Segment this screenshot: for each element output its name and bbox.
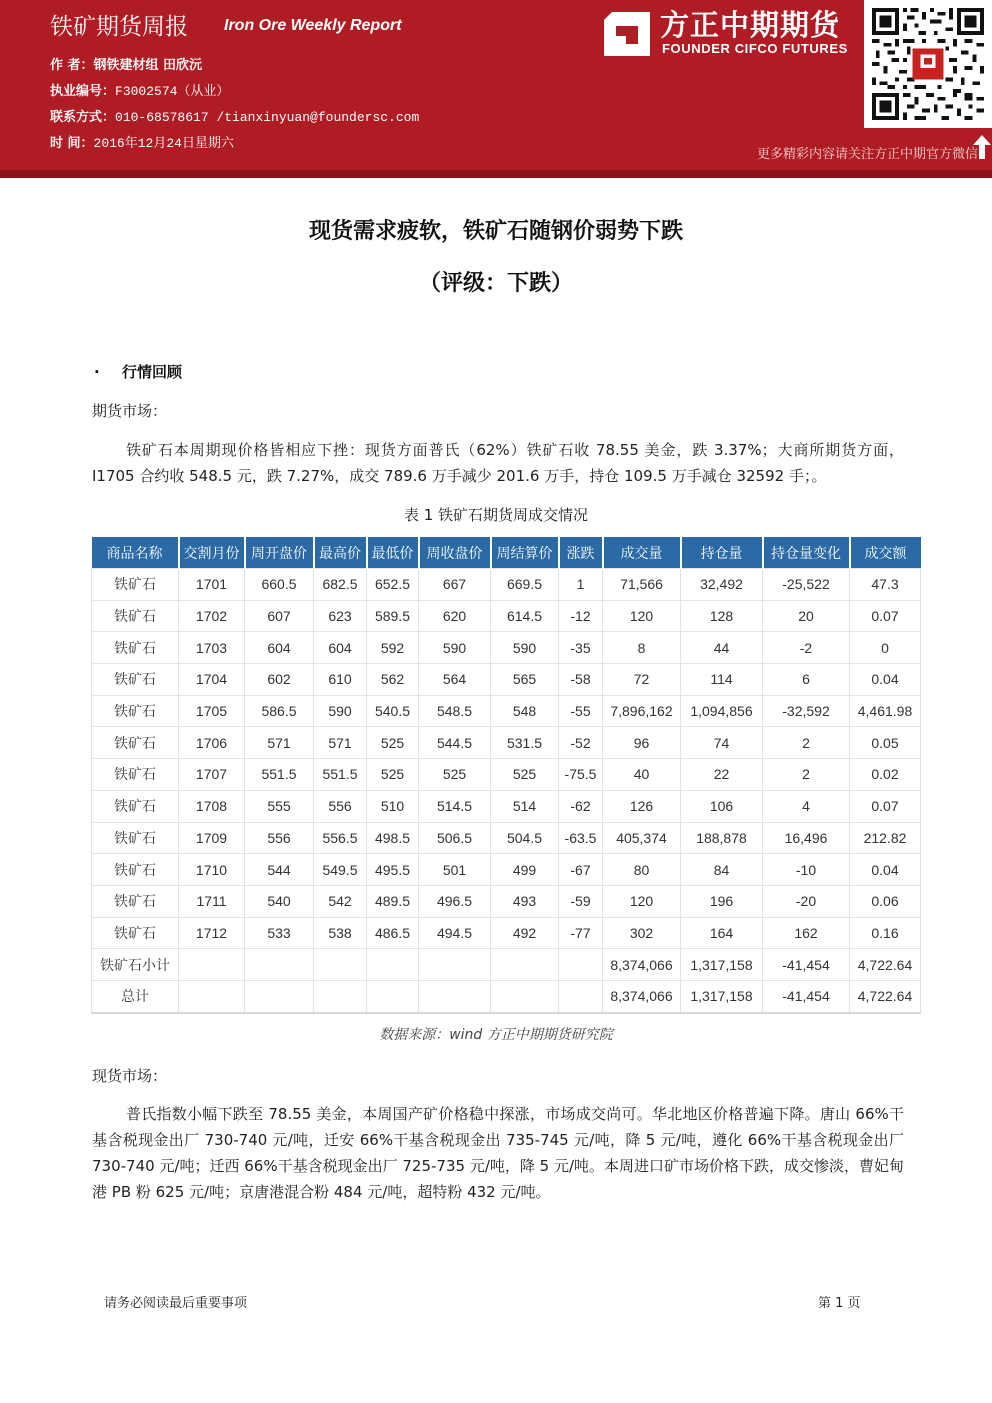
table-cell: 551.5 (245, 759, 314, 791)
table-cell: 544 (245, 854, 314, 886)
col-header: 商品名称 (92, 537, 179, 569)
date-line (50, 132, 234, 151)
table-cell: 607 (245, 600, 314, 632)
table-row (92, 569, 921, 601)
table-cell: 铁矿石 (92, 727, 179, 759)
table-cell: -20 (763, 885, 850, 917)
table-row (92, 664, 921, 696)
table-cell: -63.5 (559, 822, 603, 854)
table-cell (491, 980, 559, 1012)
spot-paragraph: 普氏指数小幅下跌至 78.55 美金，本周国产矿价格稳中探涨，市场成交尚可。华北地区价格普遍下降。唐山 66%干基含税现金出厂 730-740 元/吨，迁安 66%干基含税现金出 735-745 元/吨，降 5 元/吨，遵化 66%干基含税现金出厂 730-740 元/吨；迁西 66%干基含税现金出厂 725-735 元/吨，降 5 元/吨。本周进口矿市场价格下跌，成交惨淡，曹妃甸港 PB 粉 625 元/吨；京唐港混合粉 484 元/吨，超特粉 432 元/吨。 (92, 1105, 905, 1201)
document-rating: （评级：下跌） (418, 271, 573, 296)
table-cell: 1711 (179, 885, 245, 917)
futures-subhead: 期货市场： (92, 402, 168, 420)
table-cell: 2 (763, 727, 850, 759)
date-value: 2016年12月24日星期六 (93, 136, 234, 151)
table-cell: 533 (245, 917, 314, 949)
table-cell: -41,454 (763, 949, 850, 981)
table-cell (559, 980, 603, 1012)
table-cell: -62 (559, 790, 603, 822)
table-cell: 72 (603, 664, 681, 696)
table-cell: 0.05 (850, 727, 921, 759)
table-cell: 2 (763, 759, 850, 791)
col-header: 涨跌 (559, 537, 603, 569)
author-value: 钢铁建材组 田欣沅 (93, 58, 203, 73)
table-cell: 84 (681, 854, 763, 886)
table-cell: 555 (245, 790, 314, 822)
table-cell: 20 (763, 600, 850, 632)
table-cell: 铁矿石 (92, 885, 179, 917)
col-header: 周收盘价 (419, 537, 491, 569)
table-cell: 525 (367, 727, 419, 759)
table-row (92, 854, 921, 886)
col-header: 交割月份 (179, 537, 245, 569)
table-cell: 1704 (179, 664, 245, 696)
table-cell: 1706 (179, 727, 245, 759)
table-cell: 592 (367, 632, 419, 664)
table-row (92, 727, 921, 759)
contact-line (50, 106, 419, 125)
table-cell: 556 (314, 790, 367, 822)
data-source: 数据来源：wind 方正中期期货研究院 (379, 1027, 613, 1043)
table-row (92, 885, 921, 917)
table-cell: 586.5 (245, 695, 314, 727)
table-cell: 0.04 (850, 854, 921, 886)
up-arrow-icon (972, 134, 992, 160)
col-header: 周开盘价 (245, 537, 314, 569)
table-cell: 504.5 (491, 822, 559, 854)
table-cell: 总计 (92, 980, 179, 1012)
table-cell: 610 (314, 664, 367, 696)
table-cell: 499 (491, 854, 559, 886)
table-cell: 302 (603, 917, 681, 949)
table-cell: 126 (603, 790, 681, 822)
spot-subhead: 现货市场： (92, 1067, 168, 1085)
table-row (92, 790, 921, 822)
table-cell: 74 (681, 727, 763, 759)
col-header: 持仓量 (681, 537, 763, 569)
table-cell: -77 (559, 917, 603, 949)
table-cell: 1705 (179, 695, 245, 727)
table-cell: -12 (559, 600, 603, 632)
table-cell (314, 980, 367, 1012)
license-label: 执业编号： (50, 84, 116, 99)
table-cell: -35 (559, 632, 603, 664)
table-cell: 1 (559, 569, 603, 601)
table-cell: 506.5 (419, 822, 491, 854)
section-heading-text: 行情回顾 (122, 363, 183, 381)
table-cell: 667 (419, 569, 491, 601)
date-label: 时 间： (50, 136, 94, 151)
table-cell: 564 (419, 664, 491, 696)
table-row (92, 917, 921, 949)
table-cell: 212.82 (850, 822, 921, 854)
table-cell: 556.5 (314, 822, 367, 854)
table-cell: 510 (367, 790, 419, 822)
table-cell: 514 (491, 790, 559, 822)
table-cell: 铁矿石 (92, 822, 179, 854)
table-row (92, 822, 921, 854)
table-cell: 498.5 (367, 822, 419, 854)
table-cell: 660.5 (245, 569, 314, 601)
table-cell: 1701 (179, 569, 245, 601)
table-cell: 铁矿石 (92, 632, 179, 664)
table-cell: 589.5 (367, 600, 419, 632)
table-cell: 4,722.64 (850, 980, 921, 1012)
table-cell: 486.5 (367, 917, 419, 949)
report-title-en: Iron Ore Weekly Report (224, 17, 402, 34)
col-header: 周结算价 (491, 537, 559, 569)
table-cell: -67 (559, 854, 603, 886)
table-cell: 196 (681, 885, 763, 917)
table-row (92, 695, 921, 727)
table-cell: 0.06 (850, 885, 921, 917)
table-cell: 162 (763, 917, 850, 949)
table-cell: 549.5 (314, 854, 367, 886)
table-cell: 556 (245, 822, 314, 854)
table-cell: 120 (603, 600, 681, 632)
contact-value: 010-68578617 /tianxinyuan@foundersc.com (115, 110, 420, 125)
table-cell: 514.5 (419, 790, 491, 822)
section-heading (94, 361, 182, 382)
logo-cn: 方正中期期货 (660, 8, 841, 42)
table-row (92, 600, 921, 632)
table-row (92, 980, 921, 1012)
table-cell: 6 (763, 664, 850, 696)
table-cell: 682.5 (314, 569, 367, 601)
table-cell: 1708 (179, 790, 245, 822)
table-cell: 7,896,162 (603, 695, 681, 727)
table-cell: 铁矿石 (92, 600, 179, 632)
table-cell (491, 949, 559, 981)
table-cell: 590 (419, 632, 491, 664)
table-cell: 495.5 (367, 854, 419, 886)
table-row (92, 949, 921, 981)
qr-code-icon (864, 0, 992, 128)
header-banner (0, 0, 992, 170)
table-cell: 525 (419, 759, 491, 791)
table-cell: 1703 (179, 632, 245, 664)
col-header: 成交额 (850, 537, 921, 569)
table-cell: -25,522 (763, 569, 850, 601)
table-cell (245, 949, 314, 981)
table-cell: -10 (763, 854, 850, 886)
table-cell: 4 (763, 790, 850, 822)
table-cell: 571 (245, 727, 314, 759)
table-cell: 40 (603, 759, 681, 791)
table-cell: 4,461.98 (850, 695, 921, 727)
table-cell (179, 980, 245, 1012)
table-cell: 80 (603, 854, 681, 886)
table-cell: 494.5 (419, 917, 491, 949)
license-line (50, 80, 229, 99)
table-cell: 0.07 (850, 790, 921, 822)
table-cell (559, 949, 603, 981)
table-cell: 1,317,158 (681, 949, 763, 981)
table-cell: 493 (491, 885, 559, 917)
table-cell: 1710 (179, 854, 245, 886)
table-row (92, 759, 921, 791)
table-cell: 590 (491, 632, 559, 664)
table-cell: 551.5 (314, 759, 367, 791)
table-cell: 614.5 (491, 600, 559, 632)
table-cell: 4,722.64 (850, 949, 921, 981)
table-cell: -52 (559, 727, 603, 759)
report-title: 铁矿期货周报 (50, 14, 188, 40)
contact-label: 联系方式： (50, 110, 116, 125)
table-cell: 128 (681, 600, 763, 632)
table-cell: 548.5 (419, 695, 491, 727)
table-cell: 0 (850, 632, 921, 664)
table-cell (367, 949, 419, 981)
table-cell: 405,374 (603, 822, 681, 854)
table-cell: 525 (491, 759, 559, 791)
table-cell (179, 949, 245, 981)
table-cell: 620 (419, 600, 491, 632)
license-value: F3002574（从业） (115, 84, 230, 99)
table-cell: 604 (314, 632, 367, 664)
logo-en: FOUNDER CIFCO FUTURES (662, 41, 848, 56)
table-cell: 188,878 (681, 822, 763, 854)
table-cell: 铁矿石 (92, 664, 179, 696)
founder-logo-icon (604, 12, 650, 56)
table-cell: 496.5 (419, 885, 491, 917)
table-cell: 铁矿石 (92, 854, 179, 886)
author-label: 作 者： (50, 58, 94, 73)
futures-paragraph: 铁矿石本周期现价格皆相应下挫：现货方面普氏（62%）铁矿石收 78.55 美金，跌 3.37%；大商所期货方面，I1705 合约收 548.5 元，跌 7.27%，成交 789.6 万手减少 201.6 万手，持仓 109.5 万手减仓 32592 手；。 (92, 441, 904, 485)
table-cell: 538 (314, 917, 367, 949)
table-header-row (92, 537, 921, 569)
table-row (92, 632, 921, 664)
table-cell: 铁矿石 (92, 917, 179, 949)
table-cell: 571 (314, 727, 367, 759)
futures-table (91, 537, 921, 1014)
table-cell: 492 (491, 917, 559, 949)
table-cell: 525 (367, 759, 419, 791)
table-cell: 8 (603, 632, 681, 664)
table-cell (419, 949, 491, 981)
table-cell: -2 (763, 632, 850, 664)
table-cell: 1,317,158 (681, 980, 763, 1012)
col-header: 持仓量变化 (763, 537, 850, 569)
table-cell (367, 980, 419, 1012)
table-cell: 540.5 (367, 695, 419, 727)
table-cell: 铁矿石 (92, 759, 179, 791)
table-cell: 565 (491, 664, 559, 696)
table-cell: 602 (245, 664, 314, 696)
table-cell: 1707 (179, 759, 245, 791)
table-cell: 604 (245, 632, 314, 664)
table-cell: 0.16 (850, 917, 921, 949)
table-cell: 22 (681, 759, 763, 791)
table-cell: 114 (681, 664, 763, 696)
table-cell: 669.5 (491, 569, 559, 601)
table-cell: 0.04 (850, 664, 921, 696)
table-body (92, 569, 921, 1013)
document-title: 现货需求疲软，铁矿石随钢价弱势下跌 (308, 219, 683, 244)
table-cell: 562 (367, 664, 419, 696)
table-cell: 96 (603, 727, 681, 759)
header-underline (0, 170, 992, 178)
author-line (50, 54, 202, 73)
table-cell: 1,094,856 (681, 695, 763, 727)
table-cell: 106 (681, 790, 763, 822)
table-cell: 164 (681, 917, 763, 949)
table-cell: -55 (559, 695, 603, 727)
table-cell: 0.02 (850, 759, 921, 791)
table-cell (245, 980, 314, 1012)
table-cell: 531.5 (491, 727, 559, 759)
table-cell: 铁矿石 (92, 695, 179, 727)
col-header: 成交量 (603, 537, 681, 569)
footer-notice: 请务必阅读最后重要事项 (104, 1296, 248, 1311)
table-cell (314, 949, 367, 981)
table-cell: 623 (314, 600, 367, 632)
table-cell: 71,566 (603, 569, 681, 601)
table-cell: -58 (559, 664, 603, 696)
table-cell: 548 (491, 695, 559, 727)
table-cell: 铁矿石 (92, 569, 179, 601)
table-cell: 32,492 (681, 569, 763, 601)
table-cell: 铁矿石 (92, 790, 179, 822)
table-cell: 16,496 (763, 822, 850, 854)
table-cell: 540 (245, 885, 314, 917)
table-cell: 120 (603, 885, 681, 917)
table-cell: 1709 (179, 822, 245, 854)
table-cell: -75.5 (559, 759, 603, 791)
table-cell: 501 (419, 854, 491, 886)
table-cell: 8,374,066 (603, 980, 681, 1012)
bullet-icon: · (94, 363, 100, 381)
table-cell (419, 980, 491, 1012)
table-cell: 铁矿石小计 (92, 949, 179, 981)
page-number: 第 1 页 (818, 1296, 861, 1311)
table-cell: 1712 (179, 917, 245, 949)
table-cell: 590 (314, 695, 367, 727)
table-cell: 489.5 (367, 885, 419, 917)
table-cell: 652.5 (367, 569, 419, 601)
table-cell: -41,454 (763, 980, 850, 1012)
table-caption: 表 1 铁矿石期货周成交情况 (403, 506, 589, 524)
table-cell: 544.5 (419, 727, 491, 759)
table-cell: -59 (559, 885, 603, 917)
table-cell: 47.3 (850, 569, 921, 601)
table-cell: 44 (681, 632, 763, 664)
col-header: 最高价 (314, 537, 367, 569)
table-cell: 542 (314, 885, 367, 917)
table-cell: 8,374,066 (603, 949, 681, 981)
table-cell: -32,592 (763, 695, 850, 727)
col-header: 最低价 (367, 537, 419, 569)
table-cell: 1702 (179, 600, 245, 632)
follow-wechat-text: 更多精彩内容请关注方正中期官方微信 (756, 147, 978, 162)
table-cell: 0.07 (850, 600, 921, 632)
